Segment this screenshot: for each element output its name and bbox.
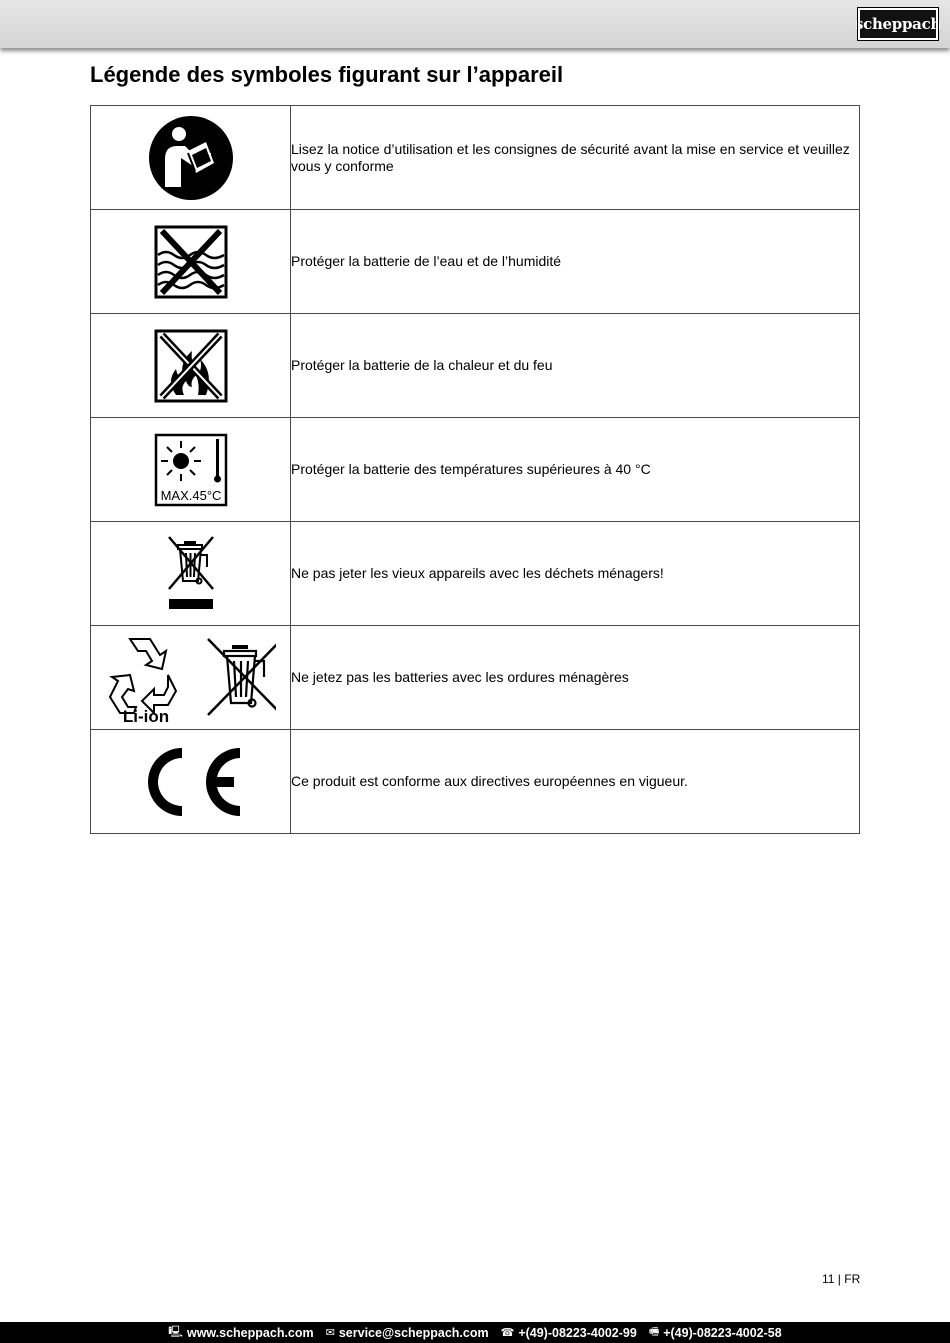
weee-bin-icon: [163, 535, 219, 613]
symbol-cell: [91, 210, 291, 314]
symbol-cell: [91, 314, 291, 418]
website-text: www.scheppach.com: [186, 1325, 314, 1340]
crossed-bin-icon: [208, 639, 276, 715]
computer-icon: 🖳: [168, 1326, 183, 1338]
table-row: [91, 106, 860, 210]
symbol-description: Protéger la batterie de la chaleur et du feu: [291, 314, 860, 418]
table-row: [91, 210, 860, 314]
max-temperature-icon: [154, 433, 228, 507]
li-ion-label: Li-ion: [122, 706, 169, 725]
recycle-icon: [110, 639, 176, 713]
fax-icon: 🖷: [648, 1326, 660, 1338]
mail-icon: ✉: [325, 1327, 335, 1339]
symbol-legend-table: [90, 105, 860, 834]
symbol-cell: [91, 106, 291, 210]
phone-icon: ☎: [500, 1327, 515, 1339]
symbol-description: Protéger la batterie de l’eau et de l’humidité: [291, 210, 860, 314]
footer-website[interactable]: [168, 1323, 313, 1342]
page-number: 11 | FR: [822, 1272, 861, 1286]
footer-fax[interactable]: [649, 1323, 782, 1342]
footer-email[interactable]: [326, 1326, 489, 1340]
page-title: Légende des symboles figurant sur l’appareil: [90, 62, 564, 87]
table-row: [91, 314, 860, 418]
symbol-cell: [91, 626, 291, 730]
footer-phone[interactable]: [501, 1326, 637, 1340]
thermometer-icon: [216, 439, 219, 477]
header-bar: [0, 0, 950, 48]
read-manual-icon: [148, 115, 234, 201]
table-row: [91, 730, 860, 834]
li-ion-recycle-icon: [106, 631, 276, 725]
table-row: [91, 418, 860, 522]
fax-text: +(49)-08223-4002-58: [663, 1325, 782, 1340]
phone-text: +(49)-08223-4002-99: [518, 1325, 637, 1340]
symbol-cell: [91, 730, 291, 834]
symbol-description: Protéger la batterie des températures supérieures à 40 °C: [291, 418, 860, 522]
sun-icon: [173, 453, 189, 469]
symbol-description: Ne jetez pas les batteries avec les ordures ménagères: [291, 626, 860, 730]
max-temperature-label: MAX.45°C: [160, 487, 221, 503]
footer-bar: [0, 1322, 950, 1343]
symbol-description: Ce produit est conforme aux directives européennes en vigueur.: [291, 730, 860, 834]
email-text: service@scheppach.com: [338, 1325, 489, 1340]
ce-mark-icon: [138, 744, 244, 820]
symbol-cell: [91, 418, 291, 522]
symbol-description: Ne pas jeter les vieux appareils avec les déchets ménagers!: [291, 522, 860, 626]
table-row: [91, 522, 860, 626]
no-water-icon: [154, 225, 228, 299]
symbol-description: Lisez la notice d’utilisation et les consignes de sécurité avant la mise en service et veuillez vous y conforme: [291, 106, 860, 210]
symbol-cell: [91, 522, 291, 626]
no-fire-icon: [154, 329, 228, 403]
table-row: [91, 626, 860, 730]
scheppach-logo: scheppach: [858, 8, 938, 40]
